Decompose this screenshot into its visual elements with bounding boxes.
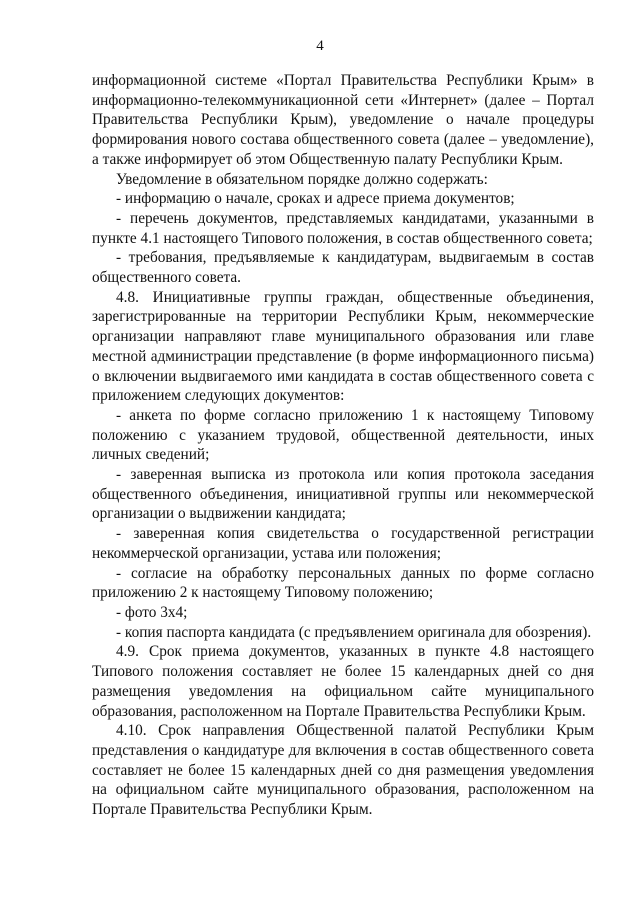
list-item-questionnaire: - анкета по форме согласно приложению 1 к настоящему Типовому положению с указанием трудовой, общественной деятельности, иных личных сведений; <box>92 406 594 464</box>
document-body <box>92 71 594 820</box>
paragraph-continuation: информационной системе «Портал Правительства Республики Крым» в информационно-телекоммуникационной сети «Интернет» (далее – Портал Правительства Республики Крым), уведомление о начале процедуры формирования нового состава общественного совета (далее – уведомление), а также информирует об этом Общественную палату Республики Крым. <box>92 72 594 168</box>
list-item-documents-list: - перечень документов, представляемых кандидатами, указанными в пункте 4.1 настоящего Типового положения, в состав общественного совета; <box>92 209 594 247</box>
paragraph-4-10: 4.10. Срок направления Общественной палатой Республики Крым представления о кандидатуре для включения в состав общественного совета составляет не более 15 календарных дней со дня размещения уведомления на официальном сайте муниципального образования, расположенном на Портале Правительства Республики Крым. <box>92 722 594 819</box>
paragraph-4-8: 4.8. Инициативные группы граждан, общественные объединения, зарегистрированные на территории Республики Крым, некоммерческие организации направляют главе муниципального образования или главе местной администрации представление (в форме информационного письма) о включении выдвигаемого ими кандидата в состав общественного совета с приложением следующих документов: <box>92 288 594 405</box>
list-item-passport-copy: - копия паспорта кандидата (с предъявлением оригинала для обозрения). <box>116 623 592 641</box>
list-item-protocol-extract: - заверенная выписка из протокола или копия протокола заседания общественного объединения, инициативной группы или некоммерческой организации о выдвижении кандидата; <box>92 466 594 523</box>
list-item-requirements: - требования, предъявляемые к кандидатурам, выдвигаемым в состав общественного совета. <box>92 249 594 287</box>
paragraph-4-9: 4.9. Срок приема документов, указанных в пункте 4.8 настоящего Типового положения составляет не более 15 календарных дней со дня размещения уведомления на официальном сайте муниципального образования, расположенном на Портале Правительства Республики Крым. <box>92 643 594 720</box>
list-item-registration-certificate: - заверенная копия свидетельства о государственной регистрации некоммерческой организации, устава или положения; <box>92 525 594 562</box>
page-number: 4 <box>316 38 324 54</box>
list-item-notice-start: - информацию о начале, сроках и адресе приема документов; <box>116 190 515 208</box>
list-item-photo: - фото 3х4; <box>116 603 188 621</box>
list-item-personal-data-consent: - согласие на обработку персональных данных по форме согласно приложению 2 к настоящему Типовому положению; <box>92 564 594 602</box>
paragraph-notice-contents: Уведомление в обязательном порядке должно содержать: <box>116 170 488 188</box>
